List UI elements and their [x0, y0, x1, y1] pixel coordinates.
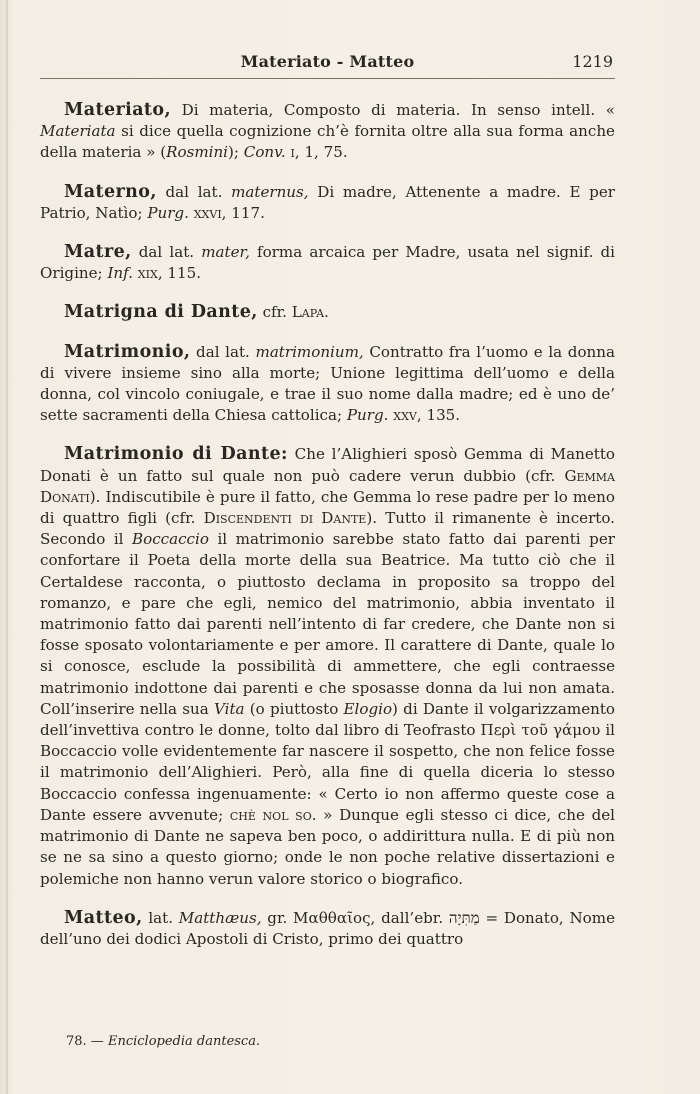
dictionary-entry [40, 908, 615, 950]
italic-text: Elogio [343, 699, 393, 718]
signature-number: 78. — [66, 1034, 104, 1049]
italic-text: Inf. [107, 264, 133, 283]
small-caps-text: Lapa [291, 303, 325, 322]
italic-text: Matthæus, [178, 908, 262, 927]
small-caps-text: chè nol so [229, 805, 312, 824]
entry-text: . » Dunque egli stesso ci dice, che del matrimonio di Dante ne sapeva ben poco, o addirittura nulla. E di più non se ne sa sino a questo giorno; onde le non poche relative dissertazioni e polemiche non hanno verun valore storico o biografico. [40, 805, 615, 888]
entry-text: , 117. [221, 203, 265, 222]
italic-text: Boccaccio [132, 530, 209, 549]
entry-text: forma arcaica per Madre, usata nel signif. di Origine; [40, 243, 616, 283]
entry-text: cfr. [257, 303, 292, 322]
page-edge-shadow [6, 0, 8, 1094]
small-caps-text: xxv [393, 406, 417, 425]
entry-text: lat. [142, 908, 179, 927]
small-caps-text: xix [137, 264, 158, 283]
small-caps-text: i [290, 143, 295, 162]
entry-text: dal lat. [190, 342, 256, 361]
entry-text: si dice quella cognizione ch’è fornita oltre alla sua forma anche della materia » ( [40, 122, 615, 162]
entry-headword: Materiato, [64, 100, 171, 120]
dictionary-entry [40, 444, 615, 889]
italic-text: Materiata [40, 122, 116, 141]
italic-text: Rosmini [166, 143, 229, 162]
entry-text: (o piuttosto [244, 699, 344, 718]
small-caps-text: xxvi [193, 203, 222, 222]
entry-text: il matrimonio sarebbe stato fatto dai parenti per confortare il Poeta della morte della sua Beatrice. Ma tutto ciò che il Certaldese racconta, o piuttosto declama in proposito sa troppo del romanzo, e pare che egli, nemico del matrimonio, abbia inventato il matrimonio fatto dai parenti nell’intento di far credere, che Dante non si fosse sposato volontariamente e per amore. Il carattere di Dante, quale lo si conosce, esclude la possibilità di ammettere, che egli contraesse matrimonio indottone dai parenti e che sposasse donna da lui non amata. Coll’inserire nella sua [40, 530, 615, 718]
entry-text: dal lat. [156, 182, 232, 201]
entry-headword: Matre, [64, 242, 132, 263]
italic-text: Purg. [147, 203, 189, 222]
entry-text: ) di Dante il volgarizzamento dell’invettiva contro le donne, tolto dal libro di Teofrasto Περὶ τοῦ γάμου il Boccaccio volle evidentemente far nascere il sospetto, che non felice fosse il matrimonio dell’Alighieri. Però, alla fine di quella diceria lo stesso Boccaccio confessa ingenuamente: « Certo io non affermo queste cose a Dante essere avvenute; [40, 699, 616, 824]
running-header [40, 52, 615, 79]
signature-title: Enciclopedia dantesca. [107, 1034, 261, 1049]
dictionary-entry [40, 242, 615, 284]
italic-text: Vita [213, 699, 245, 718]
italic-text: Conv. [243, 143, 286, 162]
italic-text: mater, [201, 243, 250, 262]
italic-text: Purg. [346, 406, 389, 425]
italic-text: maternus, [231, 182, 309, 201]
entry-text: Di madre, Attenente a madre. E per Patrio, Natìo; [40, 182, 615, 222]
dictionary-entry [40, 182, 615, 224]
entry-text: , 1, 75. [294, 143, 348, 162]
entry-text: . [324, 303, 329, 322]
entry-text: ). Tutto il rimanente è incerto. Secondo il [40, 509, 615, 549]
entry-headword: Matrimonio, [64, 341, 191, 362]
entry-text: Contratto fra l’uomo e la donna di vivere insieme sino alla morte; Unione legittima dell’uomo e della donna, col vincolo coniugale, e trae il suo nome dalla madre; ed è uno de’ sette sacramenti della Chiesa cattolica; [40, 342, 615, 425]
dictionary-entry [40, 342, 615, 427]
entry-headword: Matteo, [64, 907, 143, 928]
dictionary-entries [40, 100, 615, 968]
entry-text: , 135. [416, 406, 461, 425]
entry-headword: Materno, [64, 181, 157, 202]
entry-text: dal lat. [131, 243, 202, 262]
entry-text: ). Indiscutibile è pure il fatto, che Gemma lo rese padre per lo meno di quattro figli (cfr. [40, 487, 615, 528]
dictionary-entry [40, 100, 615, 164]
italic-text: matrimonium, [255, 342, 364, 361]
running-title: Materiato - Matteo [240, 52, 415, 71]
entry-text: Di materia, Composto di materia. In senso intell. « [170, 101, 615, 119]
entry-headword: Matrigna di Dante, [64, 302, 258, 323]
entry-headword: Matrimonio di Dante: [64, 444, 288, 465]
entry-text: gr. Μαθθαῖος, dall’ebr. מַתִּיָה = Donato, Nome dell’uno dei dodici Apostoli di Cristo, primo dei quattro [40, 908, 615, 948]
small-caps-text: Discendenti di Dante [203, 509, 367, 528]
entry-text: , 115. [157, 264, 202, 283]
entry-text: ); [228, 143, 244, 162]
entry-text: Che l’Alighieri sposò Gemma di Manetto Donati è un fatto sul quale non può cadere verun dubbio (cfr. [40, 445, 615, 485]
page-number: 1219 [572, 52, 613, 71]
printer-signature [66, 1034, 260, 1049]
dictionary-entry [40, 302, 615, 323]
small-caps-text: Gemma Donati [40, 466, 615, 506]
